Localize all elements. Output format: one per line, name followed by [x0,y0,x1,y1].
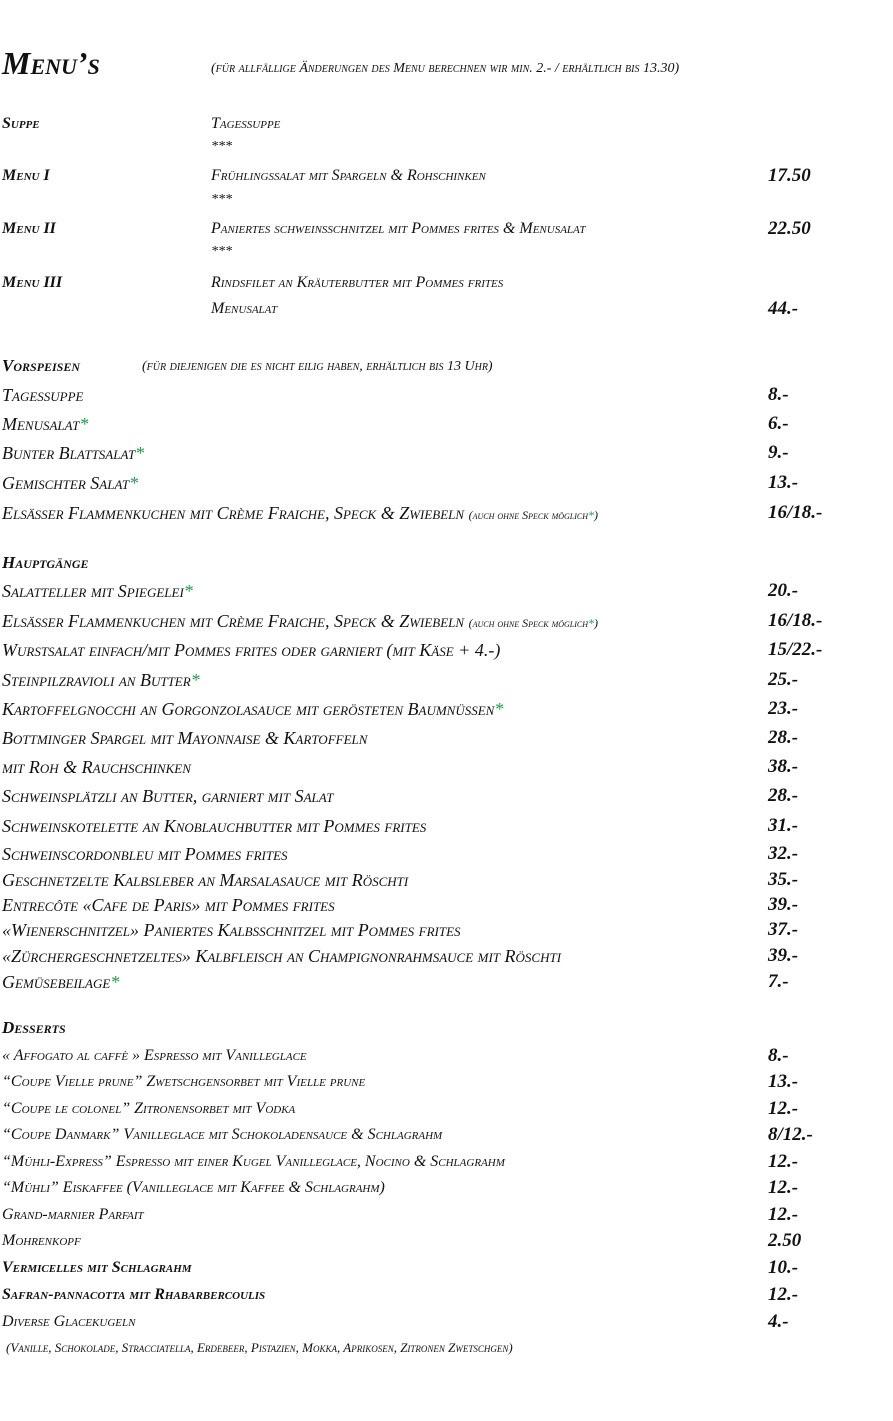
item-price: 38.- [768,756,799,777]
item-price: 23.- [768,698,799,719]
item-price: 20.- [768,580,799,601]
item-price: 12.- [768,1098,799,1119]
menu-price: 44.- [768,298,799,319]
menu-label: Menu I [2,167,50,184]
section-title: Vorspeisen [2,356,81,375]
item-price: 8/12.- [768,1124,813,1145]
menu-item: Kartoffelgnocchi an Gorgonzolasauce mit gerösteten Baumnüssen* [2,699,504,719]
menu-item: “Coupe Danmark” Vanilleglace mit Schokoladensauce & Schlagrahm [2,1126,443,1143]
item-price: 13.- [768,1071,799,1092]
menu-item: Steinpilzravioli an Butter* [2,670,200,690]
vegetarian-marker: * [183,581,193,601]
vegetarian-marker: * [110,972,120,992]
item-price: 12.- [768,1284,799,1305]
item-price: 25.- [768,669,799,690]
item-price: 28.- [768,785,799,806]
item-price: 16/18.- [768,502,823,523]
vegetarian-marker: * [494,699,504,719]
menu-dish-line2: Menusalat [211,300,278,317]
vegetarian-marker: * [135,443,145,463]
menu-item: “Coupe Vielle prune” Zwetschgensorbet mit Vielle prune [2,1073,366,1090]
menu-item: “Mühli-Express” Espresso mit einer Kugel Vanilleglace, Nocino & Schlagrahm [2,1153,505,1170]
menu-item: Wurstsalat einfach/mit Pommes frites oder garniert (mit Käse + 4.-) [2,640,501,660]
item-price: 12.- [768,1177,799,1198]
item-price: 7.- [768,971,789,992]
item-price: 12.- [768,1204,799,1225]
menu-price: 17.50 [768,165,811,186]
item-price: 4.- [768,1311,789,1332]
page-title: Menu’s [2,45,100,81]
menu-dish: Rindsfilet an Kräuterbutter mit Pommes frites [211,274,504,291]
item-price: 9.- [768,442,789,463]
menu-item: “Coupe le colonel” Zitronensorbet mit Vodka [2,1100,296,1117]
menu-item: Safran-pannacotta mit Rhabarbercoulis [2,1286,266,1303]
menu-item: Schweinskotelette an Knoblauchbutter mit Pommes frites [2,816,427,836]
menu-item: «Zürchergeschnetzeltes» Kalbfleisch an Champignonrahmsauce mit Röschti [2,946,562,966]
menu-dish: Frühlingssalat mit Spargeln & Rohschinken [211,167,486,184]
item-price: 35.- [768,869,799,890]
section-title: Desserts [2,1018,66,1037]
item-price: 37.- [768,919,799,940]
menu-item: Gemischter Salat* [2,473,139,493]
menu-item: « Affogato al caffè » Espresso mit Vanilleglace [2,1047,307,1064]
menu-item: Bunter Blattsalat* [2,443,145,463]
glace-flavors: (Vanille, Schokolade, Stracciatella, Erdebeer, Pistazien, Mokka, Aprikosen, Zitronen Zwetschgen) [6,1340,513,1355]
title-note: (für allfällige Änderungen des Menu berechnen wir min. 2.- / erhältlich bis 13.30) [211,61,680,76]
menu-item: Elsässer Flammenkuchen mit Crème Fraiche, Speck & Zwiebeln (auch ohne Speck möglich*) [2,611,599,631]
item-price: 10.- [768,1257,799,1278]
vegetarian-marker: * [129,473,139,493]
item-price: 6.- [768,413,789,434]
menu-item: Bottminger Spargel mit Mayonnaise & Kartoffeln [2,728,368,748]
menu-item: “Mühli” Eiskaffee (Vanilleglace mit Kaffee & Schlagrahm) [2,1179,385,1196]
item-price: 12.- [768,1151,799,1172]
menu-item: «Wienerschnitzel» Paniertes Kalbsschnitzel mit Pommes frites [2,920,461,940]
vegetarian-marker: * [79,414,89,434]
menu-item: mit Roh & Rauchschinken [2,757,191,777]
item-price: 13.- [768,472,799,493]
section-title: Hauptgänge [2,553,89,572]
item-price: 39.- [768,894,799,915]
item-price: 39.- [768,945,799,966]
menu-item: Elsässer Flammenkuchen mit Crème Fraiche, Speck & Zwiebeln (auch ohne Speck möglich*) [2,503,599,523]
menu-label: Menu III [2,274,63,291]
menu-item: Tagessuppe [2,385,84,405]
menu-item: Schweinscordonbleu mit Pommes frites [2,844,288,864]
section-note: (für diejenigen die es nicht eilig haben, erhältlich bis 13 Uhr) [142,359,493,374]
separator: *** [211,139,232,154]
menu-item: Grand-marnier Parfait [2,1206,144,1223]
menu-item: Entrecôte «Cafe de Paris» mit Pommes frites [2,895,335,915]
menu-label: Menu II [2,220,56,237]
item-price: 8.- [768,384,789,405]
menu-label: Suppe [2,115,40,132]
menu-price: 22.50 [768,218,811,239]
menu-item: Gemüsebeilage* [2,972,120,992]
menu-item: Geschnetzelte Kalbsleber an Marsalasauce mit Röschti [2,870,409,890]
item-price: 16/18.- [768,610,823,631]
menu-item: Mohrenkopf [2,1232,81,1249]
menu-item: Diverse Glacekugeln [2,1313,136,1330]
separator: *** [211,244,232,259]
separator: *** [211,192,232,207]
item-price: 15/22.- [768,639,823,660]
item-price: 8.- [768,1045,789,1066]
menu-item: Menusalat* [2,414,89,434]
item-price: 2.50 [768,1230,802,1251]
item-price: 31.- [768,815,799,836]
item-price: 32.- [768,843,799,864]
menu-dish: Paniertes schweinsschnitzel mit Pommes frites & Menusalat [211,220,586,237]
menu-item: Salatteller mit Spiegelei* [2,581,193,601]
menu-item: Vermicelles mit Schlagrahm [2,1259,192,1276]
menu-item: Schweinsplätzli an Butter, garniert mit Salat [2,786,334,806]
menu-dish: Tagessuppe [211,115,281,132]
vegetarian-marker: * [190,670,200,690]
item-price: 28.- [768,727,799,748]
